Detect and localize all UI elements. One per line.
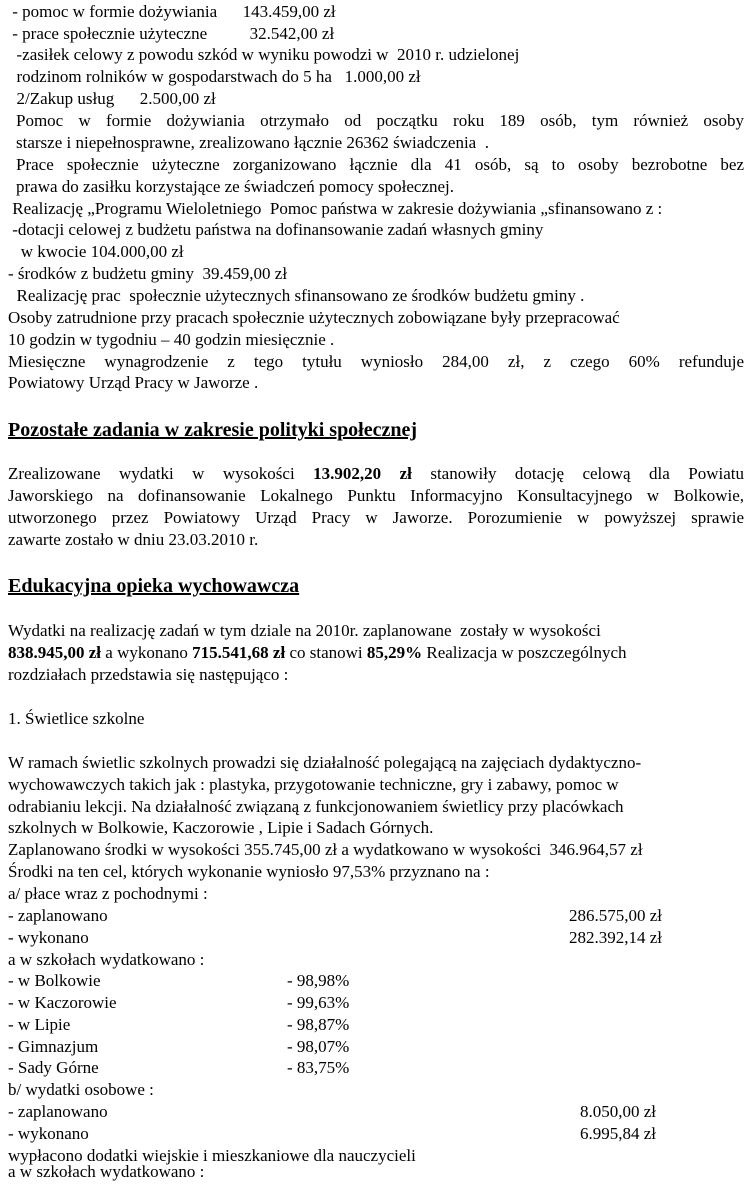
text-line: rodzinom rolników w gospodarstwach do 5 ha 1.000,00 zł [8,67,421,86]
text-line: starsze i niepełnosprawne, zrealizowano łącznie 26362 świadczenia . [16,133,489,152]
text-line: Wydatki na realizację zadań w tym dziale na 2010r. zaplanowane zostały w wysokości [8,621,601,640]
school-pct: - 98,87% [287,1015,350,1034]
text-line: Miesięczne wynagrodzenie z tego tytułu wyniosło 284,00 zł, z czego 60% refunduje [8,352,744,371]
amount: 838.945,00 zł [8,643,102,662]
text-line: 10 godzin w tygodniu – 40 godzin miesięcznie . [8,330,335,349]
school-name: - w Lipie [8,1015,71,1034]
school-pct: - 99,63% [287,993,350,1012]
row-value: 6.995,84 zł [580,1124,657,1143]
row-label: - zaplanowano [8,1102,108,1121]
text-line: Realizację „Programu Wieloletniego Pomoc państwa w zakresie dożywiania „sfinansowano z : [8,199,663,218]
section-heading: Edukacyjna opieka wychowawcza [8,575,300,597]
school-pct: - 98,98% [287,971,350,990]
text-line: W ramach świetlic szkolnych prowadzi się działalność polegającą na zajęciach dydaktyczno- [8,753,642,772]
amount: 715.541,68 zł [192,643,286,662]
text-line: Jaworskiego na dofinansowanie Lokalnego Punktu Informacyjno Konsultacyjnego w Bolkowie, [8,486,744,505]
text-line: prawa do zasiłku korzystające ze świadczeń pomocy społecznej. [16,177,455,196]
text-line: Osoby zatrudnione przy pracach społecznie użytecznych zobowiązane były przepracować [8,308,620,327]
text-line: b/ wydatki osobowe : [8,1080,154,1099]
text-line: Zrealizowane wydatki w wysokości 13.902,20 zł stanowiły dotację celową dla Powiatu [8,464,744,483]
text-line: 838.945,00 zł a wykonano 715.541,68 zł co stanowi 85,29% Realizacja w poszczególnych [8,643,627,662]
text-line: wychowawczych takich jak : plastyka, przygotowanie techniczne, gry i zabawy, pomoc w [8,775,619,794]
text-line: -zasiłek celowy z powodu szkód w wyniku powodzi w 2010 r. udzielonej [8,45,520,64]
text-line: Pomoc w formie dożywiania otrzymało od początku roku 189 osób, tym również osoby [16,111,744,130]
school-pct: - 83,75% [287,1058,350,1077]
percent: 85,29% [366,643,423,662]
row-value: 286.575,00 zł [569,906,663,925]
text-line: Powiatowy Urząd Pracy w Jaworze . [8,373,259,392]
text-line: utworzonego przez Powiatowy Urząd Pracy w Jaworze. Porozumienie w powyższej sprawie [8,508,744,527]
text-line: odrabianiu lekcji. Na działalność związaną z funkcjonowaniem świetlicy przy placówkach [8,797,624,816]
row-label: - zaplanowano [8,906,108,925]
text-line: Realizację prac społecznie użytecznych sfinansowano ze środków budżetu gminy . [8,286,585,305]
text-line: Zaplanowano środki w wysokości 355.745,00 zł a wydatkowano w wysokości 346.964,57 zł [8,840,643,859]
text-line: a w szkołach wydatkowano : [8,950,205,969]
text-line: szkolnych w Bolkowie, Kaczorowie , Lipie i Sadach Górnych. [8,818,434,837]
school-name: - w Kaczorowie [8,993,117,1012]
text-line: a/ płace wraz z pochodnymi : [8,884,208,903]
text-line: - pomoc w formie dożywiania 143.459,00 zł [8,2,336,21]
text-line: 2/Zakup usług 2.500,00 zł [8,89,216,108]
text-line: - środków z budżetu gminy 39.459,00 zł [8,264,288,283]
amount: 13.902,20 zł [313,464,412,483]
row-value: 282.392,14 zł [569,928,663,947]
text-line: rozdziałach przedstawia się następująco : [8,665,289,684]
text-line: zawarte zostało w dniu 23.03.2010 r. [8,530,259,549]
school-pct: - 98,07% [287,1037,350,1056]
row-label: - wykonano [8,928,89,947]
subheading: 1. Świetlice szkolne [8,709,145,728]
school-name: - w Bolkowie [8,971,101,990]
text-line: w kwocie 104.000,00 zł [8,242,184,261]
text-line: - prace społecznie użyteczne 32.542,00 zł [8,24,335,43]
row-label: - wykonano [8,1124,89,1143]
row-value: 8.050,00 zł [580,1102,657,1121]
text-line: Prace społecznie użyteczne zorganizowano łącznie dla 41 osób, są to osoby bezrobotne bez [16,155,744,174]
text-line: wypłacono dodatki wiejskie i mieszkaniowe dla nauczycieli [8,1146,416,1165]
section-heading: Pozostałe zadania w zakresie polityki społecznej [8,419,418,441]
text-line: a w szkołach wydatkowano : [8,1162,205,1181]
text-line: Środki na ten cel, których wykonanie wyniosło 97,53% przyznano na : [8,862,490,881]
school-name: - Gimnazjum [8,1037,99,1056]
school-name: - Sady Górne [8,1058,99,1077]
text-line: -dotacji celowej z budżetu państwa na dofinansowanie zadań własnych gminy [8,220,544,239]
